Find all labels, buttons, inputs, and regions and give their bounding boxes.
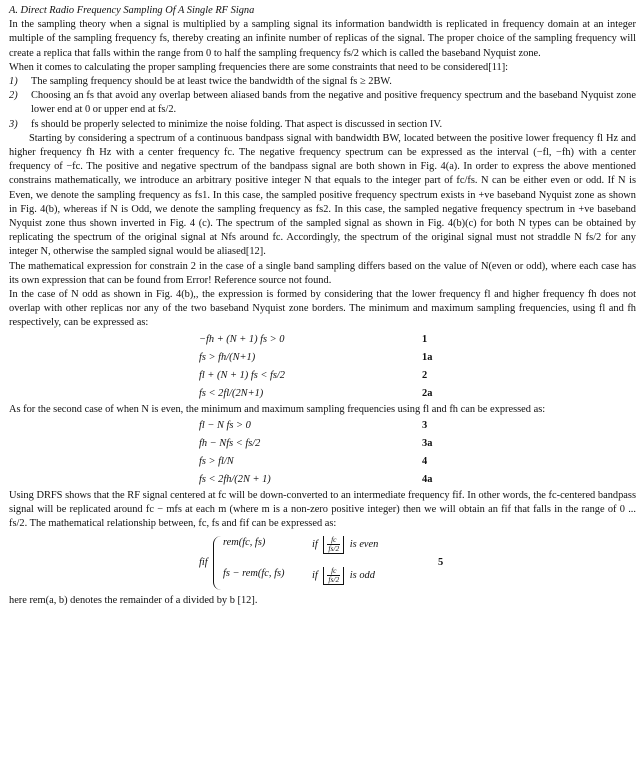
equation-expr: fs > fl/N [199, 455, 234, 467]
case-even-expr: rem(fc, fs) [223, 537, 266, 549]
list-text: The sampling frequency should be at least twice the bandwidth of the signal fs ≥ 2BW. [31, 76, 392, 88]
equation-1 [9, 331, 636, 349]
paragraph-n-odd: In the case of N odd as shown in Fig. 4(b),, the expression is formed by considering that the lower frequency fl and higher frequency fh does not overlap with other replicas nor any of the two baseband Nyquist zone borders. The minimum and maximum sampling frequencies, using fl and fh respectively, can be expressed as: [9, 289, 636, 329]
if-keyword: if [312, 539, 318, 551]
case-odd-condition [312, 567, 375, 585]
case-even-condition [312, 536, 378, 554]
fraction-den: fs/2 [328, 575, 340, 585]
paragraph-drfs: Using DRFS shows that the RF signal centered at fc will be down-converted to an intermediate frequency fif. In other words, the fc-centered bandpass signal will be replicated around fc − mfs at each m (where m is a non-zero positive integer) then we will obtain an fif that falls in the range of 0 ... fs/2. The mathematical relationship between, fc, fs and fif can be expressed as: [9, 489, 636, 530]
constraint-item [9, 89, 636, 117]
paragraph-rem-definition: here rem(a, b) denotes the remainder of a divided by b [12]. [9, 595, 258, 607]
constraints-list [9, 75, 636, 132]
case-odd-expr: fs − rem(fc, fs) [223, 568, 285, 580]
paragraph-constraints-intro: When it comes to calculating the proper sampling frequencies there are some constraints that need to be considered[11]: [9, 61, 509, 73]
floor-bracket [323, 536, 344, 554]
condition-text: is odd [349, 570, 375, 582]
paragraph-constraint-2: The mathematical expression for constrain 2 in the case of a single band sampling differs based on the value of N(even or odd), where each case has its own expression that can be found from Error! Reference source not found. [9, 260, 636, 286]
equation-number: 4 [422, 455, 428, 467]
equation-3a [9, 435, 636, 453]
floor-fraction [327, 536, 340, 553]
fraction-num: fc [327, 567, 340, 576]
equation-expr: fs < 2fh/(2N + 1) [199, 473, 271, 485]
paragraph-spectrum: Starting by considering a spectrum of a continuous bandpass signal with bandwidth BW, located between the positive lower frequency fl Hz and higher frequency fh Hz with a center frequency fc. The negative frequency spectrum can be expressed as the interval (−fl, −fh) with a center frequency of −fc. The positive and negative spectrum of the bandpass signal are both shown in Fig. 4(a). In order to express the above mentioned constrains mathematically, we introduce an arbitrary positive integer N that equals to the integer part of fc/fs. N can be either even or odd. If N is Even, we denote the sampling frequency as fs1. In this case, the sampled positive frequency spectrum exists in +ve baseband Nyquist zone as shown in Fig. 4(b), whereas if N is Odd, we denote the sampling frequency as fs2. In this case, the sampled negative frequency spectrum in +ve baseband Nyquist zone thus shown inverted in Fig. 4 (c). The spectrum of the sampled signal as shown in Fig. 4(b)(c) for both N types can be obtained by replicating the spectrum of the original signal at Nfs around fc. Accordingly, the spectrum of the original signal must not straddle N fs/2 for any integer N, otherwise the sampled signal would be aliased[12]. [9, 132, 636, 258]
paragraph-sampling-theory: In the sampling theory when a signal is multiplied by a sampling signal its information bandwidth is replicated in frequency domain at an integer multiple of the sampling frequency fs, thereby creating an infinite number of replicas of the signal. The proper choice of the sampling frequency will create a replica that falls within the range from 0 to half the sampling frequency fs/2 which is called the baseband Nyquist zone. [9, 19, 636, 59]
floor-fraction [327, 567, 340, 584]
condition-text: is even [349, 539, 379, 551]
fraction-den: fs/2 [328, 544, 340, 554]
constraint-item [9, 75, 636, 89]
equation-3 [9, 417, 636, 435]
fraction-num: fc [327, 536, 340, 545]
floor-bracket [323, 567, 344, 585]
equation-4 [9, 453, 636, 471]
equation-expr: fl + (N + 1) fs < fs/2 [199, 369, 285, 381]
equation-2a [9, 385, 636, 403]
equation-lhs: fif [199, 557, 208, 569]
equation-number: 3a [422, 437, 433, 449]
equation-expr: −fh + (N + 1) fs > 0 [199, 333, 285, 345]
list-text: Choosing an fs that avoid any overlap between aliased bands from the negative and positive frequency spectrum and the baseband Nyquist zone lower end at 0 or upper end at fs/2. [31, 90, 636, 116]
equation-number: 3 [422, 419, 428, 431]
equation-number: 1a [422, 351, 433, 363]
equation-expr: fs < 2fl/(2N+1) [199, 387, 264, 399]
if-keyword: if [312, 570, 318, 582]
paragraph-n-even: As for the second case of when N is even, the minimum and maximum sampling frequencies using fl and fh can be expressed as: [9, 403, 546, 415]
equation-number: 2 [422, 369, 428, 381]
equation-number: 4a [422, 473, 433, 485]
list-number: 3) [9, 118, 18, 130]
equation-expr: fs > fh/(N+1) [199, 351, 256, 363]
equation-expr: fl − N fs > 0 [199, 419, 251, 431]
equation-1a [9, 349, 636, 367]
list-number: 2) [9, 90, 18, 102]
equation-expr: fh − Nfs < fs/2 [199, 437, 261, 449]
equation-number: 2a [422, 387, 433, 399]
equation-number: 5 [438, 557, 444, 569]
equation-5 [9, 534, 636, 594]
equation-4a [9, 471, 636, 489]
equation-2 [9, 367, 636, 385]
list-text: fs should be properly selected to minimize the noise folding. That aspect is discussed in section IV. [31, 118, 443, 130]
section-heading: A. Direct Radio Frequency Sampling Of A Single RF Signa [9, 5, 255, 16]
list-number: 1) [9, 76, 18, 88]
equation-number: 1 [422, 333, 428, 345]
constraint-item [9, 118, 636, 132]
piecewise-brace [213, 536, 222, 590]
